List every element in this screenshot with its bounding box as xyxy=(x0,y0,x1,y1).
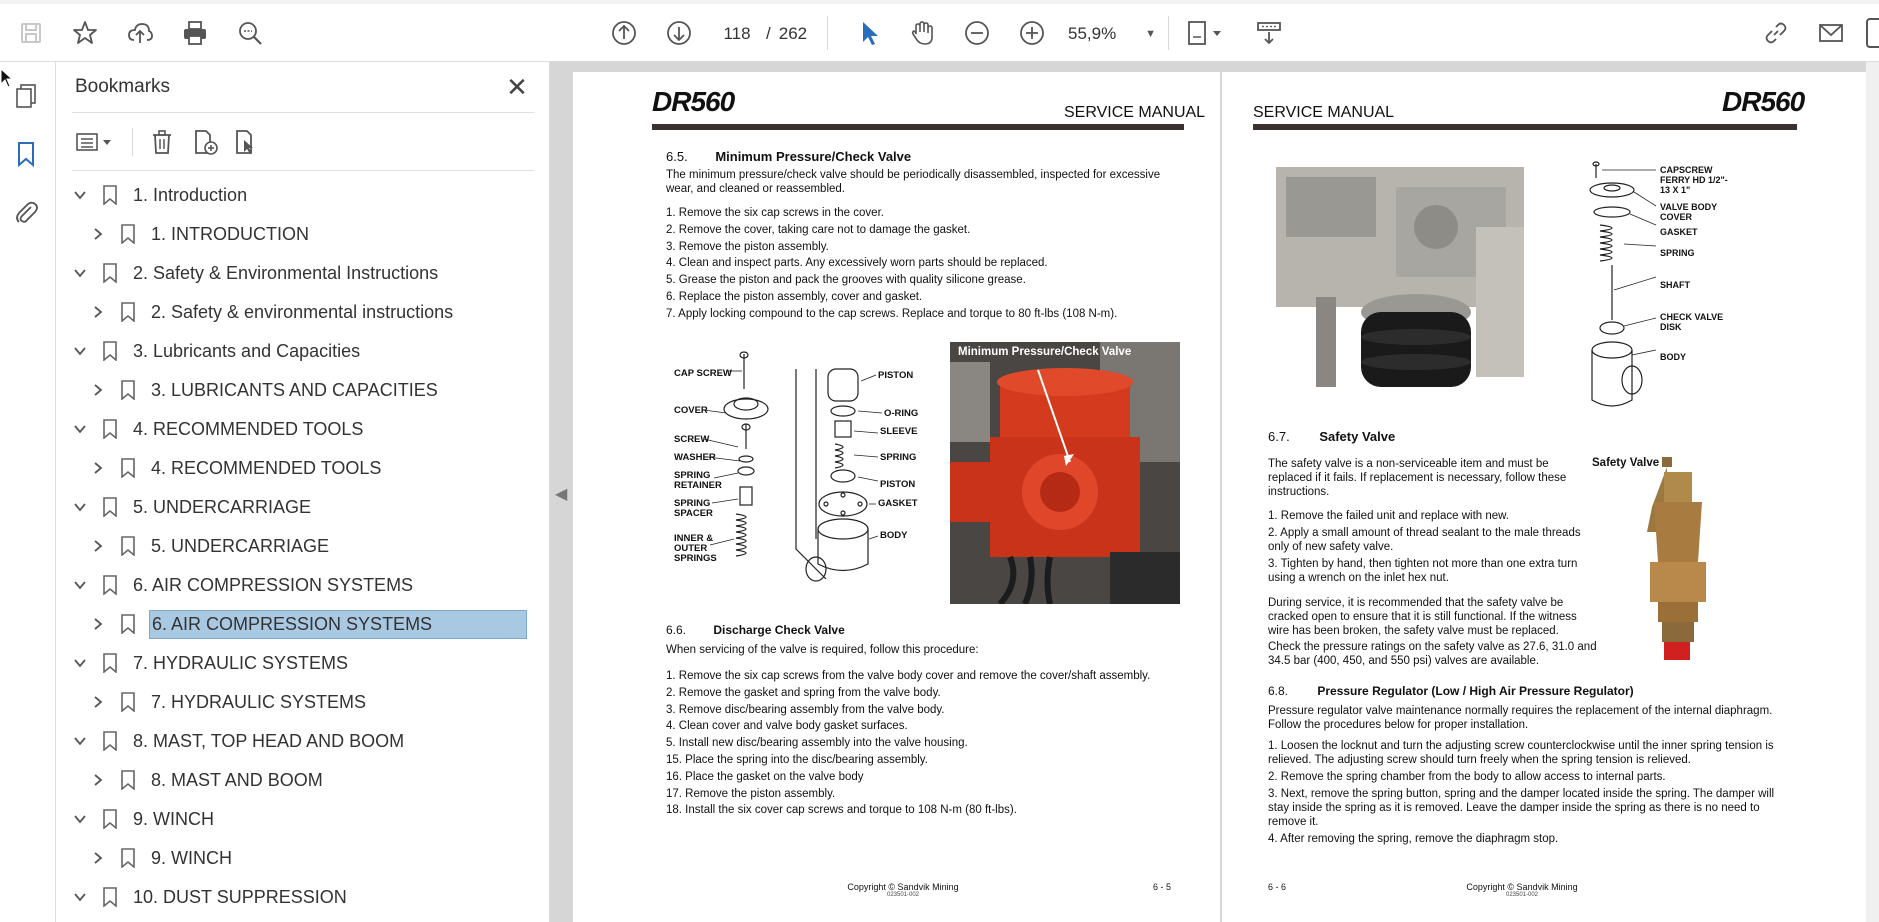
section-6-6-heading xyxy=(666,623,845,637)
bookmark-label: 6. AIR COMPRESSION SYSTEMS xyxy=(149,610,527,639)
bookmarks-panel xyxy=(56,62,550,922)
bookmark-icon xyxy=(119,223,137,245)
label-body: BODY xyxy=(1660,352,1687,362)
toolbar-separator xyxy=(132,128,133,156)
bookmark-icon xyxy=(119,301,137,323)
page-6-5 xyxy=(573,72,1220,922)
bookmarks-title: Bookmarks xyxy=(75,76,171,97)
chevron-down-icon: ▼ xyxy=(1145,28,1156,40)
bookmark-label: 1. INTRODUCTION xyxy=(151,223,310,244)
label-screw: SCREW xyxy=(674,434,710,445)
chevron-down-icon[interactable] xyxy=(71,342,89,360)
bookmark-icon xyxy=(101,808,119,830)
bookmark-icon xyxy=(101,574,119,596)
bookmark-label: 6. AIR COMPRESSION SYSTEMS xyxy=(133,574,414,595)
section-title: Discharge Check Valve xyxy=(713,623,845,637)
label-capscrew: CAPSCREW FERRY HD 1/2"- 13 X 1" xyxy=(1660,165,1728,195)
procedure-step: 4. After removing the spring, remove the diaphragm stop. xyxy=(1268,833,1559,845)
procedure-step: 1. Remove the failed unit and replace with new. xyxy=(1268,510,1510,522)
navigation-rail xyxy=(0,62,56,922)
page-footer-number: 6 - 6 xyxy=(1268,882,1287,892)
chevron-right-icon[interactable] xyxy=(89,381,107,399)
bookmark-icon xyxy=(101,418,119,440)
attachment-icon[interactable] xyxy=(10,196,42,228)
bookmark-label: 8. MAST AND BOOM xyxy=(151,769,323,790)
procedure-step: 1. Loosen the locknut and turn the adjusting screw counterclockwise until the inner spring tension is relieved. The adjusting screw should turn freely when the spring tension is relieved. xyxy=(1268,740,1774,766)
chevron-down-icon[interactable] xyxy=(71,888,89,906)
bookmark-label: 1. Introduction xyxy=(133,184,248,205)
hand-icon[interactable] xyxy=(907,18,937,48)
procedure-step: 5. Install new disc/bearing assembly into the valve housing. xyxy=(666,737,968,750)
label-o-ring: O-RING xyxy=(884,408,919,419)
safety-valve-caption: Safety Valve xyxy=(1592,457,1660,469)
close-icon[interactable]: ✕ xyxy=(506,72,528,102)
label-body: BODY xyxy=(880,530,908,541)
dr560-logo: DR560 xyxy=(652,86,735,117)
label-spring-retainer: SPRING RETAINER xyxy=(674,470,722,491)
bookmark-icon xyxy=(101,184,119,206)
page-header: SERVICE MANUAL xyxy=(1064,104,1206,121)
procedure-step: 2. Remove the gasket and spring from the valve body. xyxy=(666,686,941,699)
chevron-down-icon[interactable] xyxy=(71,498,89,516)
procedure-step: 6. Replace the piston assembly, cover and gasket. xyxy=(666,290,923,303)
page-footer-copyright xyxy=(843,882,963,898)
page-footer-copyright xyxy=(1462,882,1582,898)
check-valve-exploded-diagram xyxy=(666,349,946,599)
print-icon[interactable] xyxy=(180,18,210,48)
section-6-7-paragraph-3: Check the pressure ratings on the safety valve as 27.6, 31.0 and 34.5 bar (400, 450, and 550 psi) valves are available. xyxy=(1268,641,1597,667)
bookmark-subitem[interactable] xyxy=(89,684,368,720)
bookmark-label: 4. RECOMMENDED TOOLS xyxy=(133,418,364,439)
chevron-right-icon[interactable] xyxy=(89,693,107,711)
toolbar-separator xyxy=(827,16,828,50)
bookmark-label: 5. UNDERCARRIAGE xyxy=(133,496,312,517)
page-fit-icon[interactable] xyxy=(1184,18,1226,48)
document-scrollbar[interactable] xyxy=(1866,62,1879,922)
page-footer-number: 6 - 5 xyxy=(1153,882,1172,892)
bookmark-icon xyxy=(119,691,137,713)
section-6-7-steps xyxy=(1268,509,1598,588)
toolbar-separator xyxy=(1168,16,1169,50)
procedure-step: 2. Remove the spring chamber from the body to allow access to internal parts. xyxy=(1268,771,1666,783)
bookmark-subitem[interactable] xyxy=(89,762,325,798)
procedure-step: 3. Tighten by hand, then tighten not more than one extra turn using a wrench on the inlet hex nut. xyxy=(1268,558,1578,584)
chevron-down-icon[interactable] xyxy=(71,264,89,282)
section-6-8-heading xyxy=(1268,684,1634,698)
page-6-6 xyxy=(1222,72,1879,922)
label-gasket: GASKET xyxy=(878,498,918,509)
section-6-5-intro: The minimum pressure/check valve should be periodically disassembled, inspected for excessive wear, and cleaned or reassembled. xyxy=(666,169,1161,195)
divider xyxy=(72,112,534,113)
footer-copyright: Copyright © Sandvik Mining xyxy=(1466,882,1578,892)
label-spring-spacer: SPRING SPACER xyxy=(674,498,713,519)
section-title: Safety Valve xyxy=(1319,429,1396,444)
bookmark-label: 2. Safety & Environmental Instructions xyxy=(133,262,439,283)
share-link-icon[interactable] xyxy=(1761,18,1791,48)
label-valve-body-cover: VALVE BODY COVER xyxy=(1660,202,1718,222)
chevron-right-icon[interactable] xyxy=(89,537,107,555)
bookmark-icon xyxy=(119,847,137,869)
chevron-right-icon[interactable] xyxy=(89,771,107,789)
bookmark-icon xyxy=(101,262,119,284)
zoom-value: 55,9% xyxy=(1068,24,1117,43)
dr560-logo: DR560 xyxy=(1722,86,1805,117)
page-thumbnails-icon[interactable] xyxy=(10,80,42,112)
bookmark-item[interactable] xyxy=(71,411,365,447)
collapse-panel-handle[interactable]: ◀ xyxy=(555,486,568,503)
photo-caption: Minimum Pressure/Check Valve xyxy=(958,346,1132,358)
bookmark-panel-icon[interactable] xyxy=(10,138,42,170)
label-spring: SPRING xyxy=(880,452,917,463)
bookmark-label: 2. Safety & environmental instructions xyxy=(151,301,454,322)
procedure-step: 15. Place the spring into the disc/bearing assembly. xyxy=(666,753,928,766)
label-cap-screw: CAP SCREW xyxy=(674,368,732,379)
bookmark-subitem[interactable] xyxy=(89,450,383,486)
bookmark-icon xyxy=(119,613,137,635)
bookmark-subitem[interactable] xyxy=(89,606,527,642)
arrow-up-circle-icon[interactable] xyxy=(609,18,639,48)
bookmark-icon xyxy=(119,535,137,557)
bookmark-item[interactable] xyxy=(71,489,313,525)
bookmark-item[interactable] xyxy=(71,255,440,291)
chevron-right-icon[interactable] xyxy=(89,615,107,633)
scroll-mode-icon[interactable] xyxy=(1254,18,1284,48)
label-piston: PISTON xyxy=(878,370,914,381)
bookmark-label: 3. Lubricants and Capacities xyxy=(133,340,361,361)
chevron-down-icon[interactable] xyxy=(71,654,89,672)
label-shaft: SHAFT xyxy=(1660,280,1690,290)
discharge-valve-photo xyxy=(1276,167,1524,399)
bookmark-icon xyxy=(119,769,137,791)
label-inner-outer-springs: INNER & OUTER SPRINGS xyxy=(674,533,717,564)
chevron-down-icon[interactable] xyxy=(71,186,89,204)
tab-strip xyxy=(0,0,1879,4)
select-cursor-icon[interactable] xyxy=(854,18,884,48)
label-piston-2: PISTON xyxy=(880,479,916,490)
procedure-step: 3. Next, remove the spring button, spring and the damper located inside the spring. The damper will stay inside the spring as it is removed. Leave the damper inside the spring as there is no need to remove it. xyxy=(1268,788,1775,828)
procedure-step: 5. Grease the piston and pack the grooves with quality silicone grease. xyxy=(666,274,1026,287)
page-header: SERVICE MANUAL xyxy=(1253,104,1395,121)
discharge-valve-exploded-diagram xyxy=(1582,160,1782,410)
safety-valve-photo xyxy=(1622,452,1722,667)
bookmark-label: 9. WINCH xyxy=(133,808,214,829)
bookmark-item[interactable] xyxy=(71,801,216,837)
bookmark-label: 5. UNDERCARRIAGE xyxy=(151,535,330,556)
bookmark-icon xyxy=(119,379,137,401)
procedure-step: 2. Apply a small amount of thread sealant to the male threads only of new safety valve. xyxy=(1268,527,1581,553)
arrow-down-circle-icon[interactable] xyxy=(664,18,694,48)
footer-code: 023501-002 xyxy=(886,892,920,898)
find-bookmark-icon[interactable] xyxy=(230,126,262,158)
chevron-right-icon[interactable] xyxy=(89,849,107,867)
save-icon[interactable] xyxy=(16,18,46,48)
mail-icon[interactable] xyxy=(1816,18,1846,48)
bookmark-subitem[interactable] xyxy=(89,294,455,330)
main-toolbar xyxy=(0,0,1879,62)
procedure-step: 3. Remove disc/bearing assembly from the valve body. xyxy=(666,703,945,716)
procedure-step: 7. Apply locking compound to the cap screws. Replace and torque to 80 ft-lbs (108 N-m). xyxy=(666,307,1118,320)
bookmark-subitem[interactable] xyxy=(89,840,234,876)
bookmark-icon xyxy=(101,730,119,752)
toolbar-overflow-icon[interactable] xyxy=(1866,18,1879,48)
bookmark-item[interactable] xyxy=(71,879,349,915)
chevron-right-icon[interactable] xyxy=(89,225,107,243)
new-bookmark-icon[interactable] xyxy=(189,126,221,158)
section-number: 6.8. xyxy=(1268,684,1289,698)
footer-code: 023501-002 xyxy=(1505,892,1539,898)
bookmark-subitem[interactable] xyxy=(89,216,311,252)
chevron-right-icon[interactable] xyxy=(89,459,107,477)
label-check-valve-disk: CHECK VALVE DISK xyxy=(1660,312,1724,332)
bookmark-label: 7. HYDRAULIC SYSTEMS xyxy=(133,652,349,673)
section-6-6-intro: When servicing of the valve is required, follow this procedure: xyxy=(666,644,979,656)
label-sleeve: SLEEVE xyxy=(880,426,918,437)
mouse-pointer-icon xyxy=(0,68,14,88)
bookmark-label: 3. LUBRICANTS AND CAPACITIES xyxy=(151,379,438,400)
zoom-select[interactable] xyxy=(1068,20,1156,48)
section-6-7-paragraph-2: During service, it is recommended that the safety valve be cracked open to ensure that it is still functional. If the witness wire has been broken, the safety valve must be replaced. xyxy=(1268,597,1577,637)
procedure-step: 2. Remove the cover, taking care not to damage the gasket. xyxy=(666,223,971,236)
zoom-out-icon[interactable] xyxy=(962,18,992,48)
page-separator: / xyxy=(766,24,771,43)
footer-copyright: Copyright © Sandvik Mining xyxy=(847,882,959,892)
header-rule xyxy=(652,124,1184,130)
section-6-7-heading xyxy=(1268,429,1395,444)
section-6-8-intro: Pressure regulator valve maintenance normally requires the replacement of the internal diaphragm. Follow the procedures below for proper installation. xyxy=(1268,705,1773,731)
section-6-6-steps xyxy=(666,668,1150,819)
bookmark-item[interactable] xyxy=(71,645,350,681)
bookmark-tree xyxy=(56,177,532,922)
chevron-down-icon[interactable] xyxy=(71,732,89,750)
bookmark-label: 4. RECOMMENDED TOOLS xyxy=(151,457,382,478)
header-rule xyxy=(1253,124,1797,130)
bookmark-icon xyxy=(119,457,137,479)
page-total: 262 xyxy=(778,24,808,43)
bookmark-options-icon[interactable] xyxy=(72,126,118,158)
section-6-7-intro: The safety valve is a non-serviceable item and must be replaced if it fails. If replacement is necessary, follow these instructions. xyxy=(1268,458,1567,498)
check-valve-photo xyxy=(950,342,1180,604)
procedure-step: 1. Remove the six cap screws from the valve body cover and remove the cover/shaft assembly. xyxy=(666,670,1151,682)
bookmark-item[interactable] xyxy=(71,333,362,369)
page-navigator xyxy=(712,20,807,48)
procedure-step: 17. Remove the piston assembly. xyxy=(666,787,836,800)
bookmark-item[interactable] xyxy=(71,177,249,213)
bookmark-icon xyxy=(101,340,119,362)
bookmark-subitem[interactable] xyxy=(89,528,331,564)
section-title: Pressure Regulator (Low / High Air Pressure Regulator) xyxy=(1317,684,1634,698)
section-number: 6.7. xyxy=(1268,429,1290,444)
search-zoom-icon[interactable] xyxy=(235,18,265,48)
label-gasket: GASKET xyxy=(1660,227,1698,237)
chevron-down-icon[interactable] xyxy=(71,420,89,438)
bookmark-label: 7. HYDRAULIC SYSTEMS xyxy=(151,691,367,712)
bookmark-label: 8. MAST, TOP HEAD AND BOOM xyxy=(133,730,405,751)
delete-bookmark-icon[interactable] xyxy=(146,126,178,158)
bookmark-subitem[interactable] xyxy=(89,372,440,408)
divider xyxy=(72,170,534,171)
procedure-step: 1. Remove the six cap screws in the cover. xyxy=(666,207,884,219)
page-number-input[interactable] xyxy=(712,20,762,48)
procedure-step: 16. Place the gasket on the valve body xyxy=(666,770,864,783)
document-viewport[interactable] xyxy=(550,62,1879,922)
bookmark-label: 10. DUST SUPPRESSION xyxy=(133,886,347,907)
section-title: Minimum Pressure/Check Valve xyxy=(715,149,912,164)
section-6-8-steps xyxy=(1268,739,1793,849)
label-spring: SPRING xyxy=(1660,248,1695,258)
procedure-step: 4. Clean and inspect parts. Any excessively worn parts should be replaced. xyxy=(666,257,1048,270)
bookmarks-toolbar xyxy=(72,122,534,162)
chevron-right-icon[interactable] xyxy=(89,303,107,321)
label-cover: COVER xyxy=(674,405,708,416)
section-6-5-steps xyxy=(666,205,1117,323)
zoom-in-icon[interactable] xyxy=(1017,18,1047,48)
procedure-step: 3. Remove the piston assembly. xyxy=(666,240,829,253)
bookmark-item[interactable] xyxy=(71,723,406,759)
bookmark-icon xyxy=(101,652,119,674)
bookmark-icon xyxy=(101,886,119,908)
procedure-step: 4. Clean cover and valve body gasket surfaces. xyxy=(666,720,908,733)
section-number: 6.5. xyxy=(666,149,688,164)
chevron-down-icon[interactable] xyxy=(71,576,89,594)
section-number: 6.6. xyxy=(666,623,687,637)
label-washer: WASHER xyxy=(674,452,716,463)
section-6-5-heading xyxy=(666,149,911,164)
cloud-upload-icon[interactable] xyxy=(125,18,155,48)
procedure-step: 18. Install the six cover cap screws and torque to 108 N-m (80 ft-lbs). xyxy=(666,804,1017,817)
bookmark-label: 9. WINCH xyxy=(151,847,232,868)
star-icon[interactable] xyxy=(70,18,100,48)
bookmark-icon xyxy=(101,496,119,518)
bookmark-item[interactable] xyxy=(71,567,415,603)
chevron-down-icon[interactable] xyxy=(71,810,89,828)
